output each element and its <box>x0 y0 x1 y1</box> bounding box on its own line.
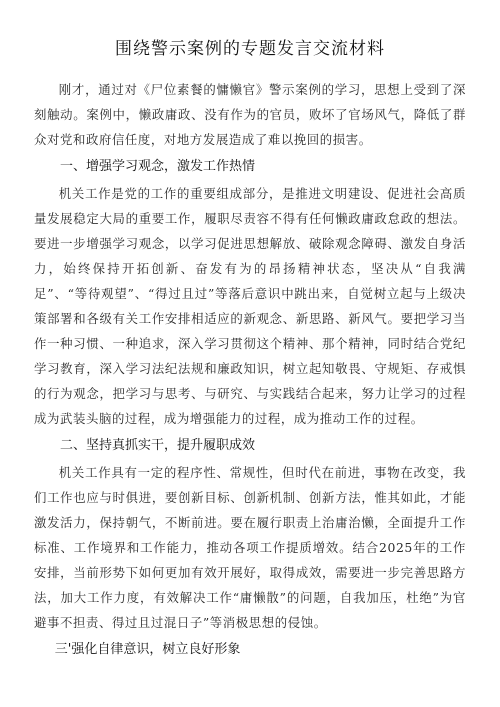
section-2-heading: 二、坚持真抓实干，提升履职成效 <box>60 438 256 453</box>
section-1-heading: 一、增强学习观念，激发工作热情 <box>60 159 256 174</box>
section-1-body: 机关工作是党的工作的重要组成部分，是推进文明建设、促进社会高质量发展稳定大局的重要工作，履职尽责容不得有任何懒政庸政怠政的想法。要进一步增强学习观念，以学习促进思想解放、破除观念障碍、激发自身活力，始终保持开拓创新、奋发有为的昂扬精神状态，坚决从“自我满足”、“等待观望”、“得过且过”等落后意识中跳出来，自觉树立起与上级决策部署和各级有关工作安排相适应的新观念、新思路、新风气。要把学习当作一种习惯、一种追求，深入学习贯彻这个精神、那个精神，同时结合党纪学习教育，深入学习法纪法规和廉政知识，树立起知敬畏、守规矩、存戒惧的行为观念，把学习与思考、与研究、与实践结合起来，努力让学习的过程成为武装头脑的过程，成为增强能力的过程，成为推动工作的过程。 <box>34 186 466 426</box>
section-3-heading: 三'强化自律意识，树立良好形象 <box>54 642 241 657</box>
document-title: 围绕警示案例的专题发言交流材料 <box>115 39 385 59</box>
intro-paragraph: 刚才，通过对《尸位素餐的慵懒官》警示案例的学习，思想上受到了深刻触动。案例中，懒政庸政、没有作为的官员，败坏了官场风气，降低了群众对党和政府信任度，对地方发展造成了难以挽回的损害。 <box>34 82 466 147</box>
section-2-body: 机关工作具有一定的程序性、常规性，但时代在前进，事物在改变，我们工作也应与时俱进，要创新目标、创新机制、创新方法，惟其如此，才能激发活力，保持朝气，不断前进。要在履行职责上治庸治懒，全面提升工作标准、工作境界和工作能力，推动各项工作提质增效。结合2025年的工作安排，当前形势下如何更加有效开展好，取得成效，需要进一步完善思路方法，加大工作力度，有效解决工作“庸懒散”的问题，自我加压，杜绝”为官避事不担责、得过且过混日子”等消极思想的侵蚀。 <box>34 465 466 630</box>
